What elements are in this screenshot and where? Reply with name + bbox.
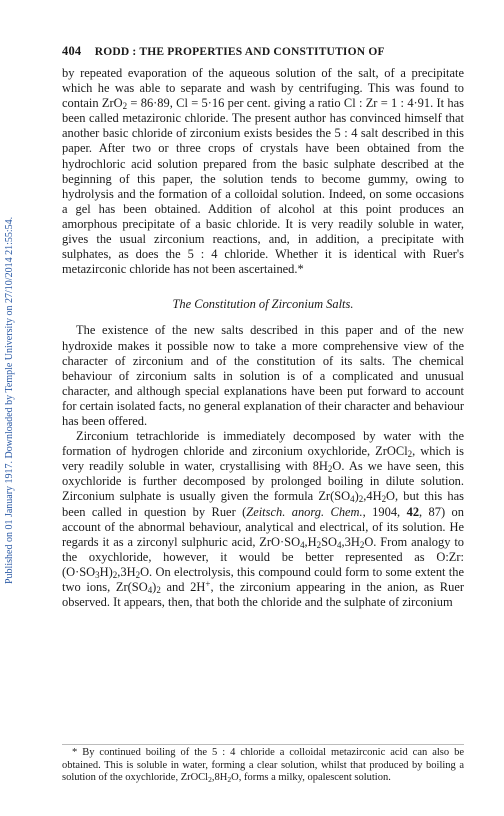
- paragraph-1: by repeated evaporation of the aqueous solution of the salt, of a precipitate which he was able to separate and wash by centrifuging. This was found to contain ZrO$_2$ = 86·89, Cl = 5·16 per cent. giving a ratio Cl : Zr = 1 : 4·91. It has been called metazironic chloride. The present author has convinced himself that another basic chloride of zirconium exists besides the 5 : 4 salt described in this paper. After two or three crops of crystals have been obtained from the hydrochloric acid solution prepared from the basic sulphate described at the beginning of this paper, the solution tends to become gummy, owing to hydrolysis and the formation of a colloidal solution. Indeed, on some occasions a gel has been obtained. Addition of alcohol at this point produces an amorphous precipitate of a basic chloride. It is very readily soluble in water, gives the usual zirconium reactions, and, in addition, a precipitate with sulphates, as does the 5 : 4 chloride. Whether it is identical with Ruer's metazirconic chloride has not been ascertained.*: [62, 66, 464, 277]
- download-watermark: Published on 01 January 1917. Downloaded by Temple University on 27/10/2014 21:55:54.: [4, 216, 15, 584]
- volume-number: 42: [406, 504, 420, 519]
- paragraph-2: The existence of the new salts described in this paper and of the new hydroxide makes it possible now to take a more comprehensive view of the character of zirconium and of the constitution of its salts. The chemical behaviour of zirconium salts in solution is of a complicated and unusual character, and although special explanations have been put forward to account for certain isolated facts, no general explanation of their character and behaviour has been offered.: [62, 323, 464, 428]
- footnote-text: * By continued boiling of the 5 : 4 chloride a colloidal metazirconic acid can also be obtained. This is soluble in water, forming a clear solution, whilst that produced by boiling a solution of the oxychloride, $ZrOCl_2,8H_2O$, forms a milky, opalescent solution.: [62, 747, 464, 785]
- article-body: [62, 66, 464, 610]
- footnote: [62, 747, 464, 785]
- page-number: 404: [62, 44, 82, 58]
- section-heading: The Constitution of Zirconium Salts.: [172, 297, 354, 312]
- journal-citation: Zeitsch. anorg. Chem.: [246, 504, 363, 519]
- running-title: RODD : THE PROPERTIES AND CONSTITUTION OF: [94, 46, 385, 58]
- paragraph-3: Zirconium tetrachloride is immediately decomposed by water with the formation of hydrogen chloride and zirconium oxychloride, ZrOCl$_2$, which is very readily soluble in water, crystallising with $8H_2O$. As we have seen, this oxychloride is further decomposed by prolonged boiling in dilute solution. Zirconium sulphate is usually given the formula $Zr(SO_4)_2,4H_2O$, but this has been called in question by Ruer (Zeitsch. anorg. Chem., 1904, 42, 87) on account of the abnormal behaviour, analytical and electrical, of its solution. He regards it as a zirconyl sulphuric acid, $ZrO\cdot SO_4,H_2SO_4,3H_2O$. From analogy to the oxychloride, however, it would be better represented as $O:Zr:(O\cdot SO_3H)_2,3H_2O$. On electrolysis, this compound could form to some extent the two ions, $Zr(SO_4)_2$ and 2H+, the zirconium appearing in the anion, as Ruer observed. It appears, then, that both the chloride and the sulphate of zirconium: [62, 429, 465, 610]
- running-header: [62, 44, 462, 59]
- footnote-divider: [62, 744, 464, 745]
